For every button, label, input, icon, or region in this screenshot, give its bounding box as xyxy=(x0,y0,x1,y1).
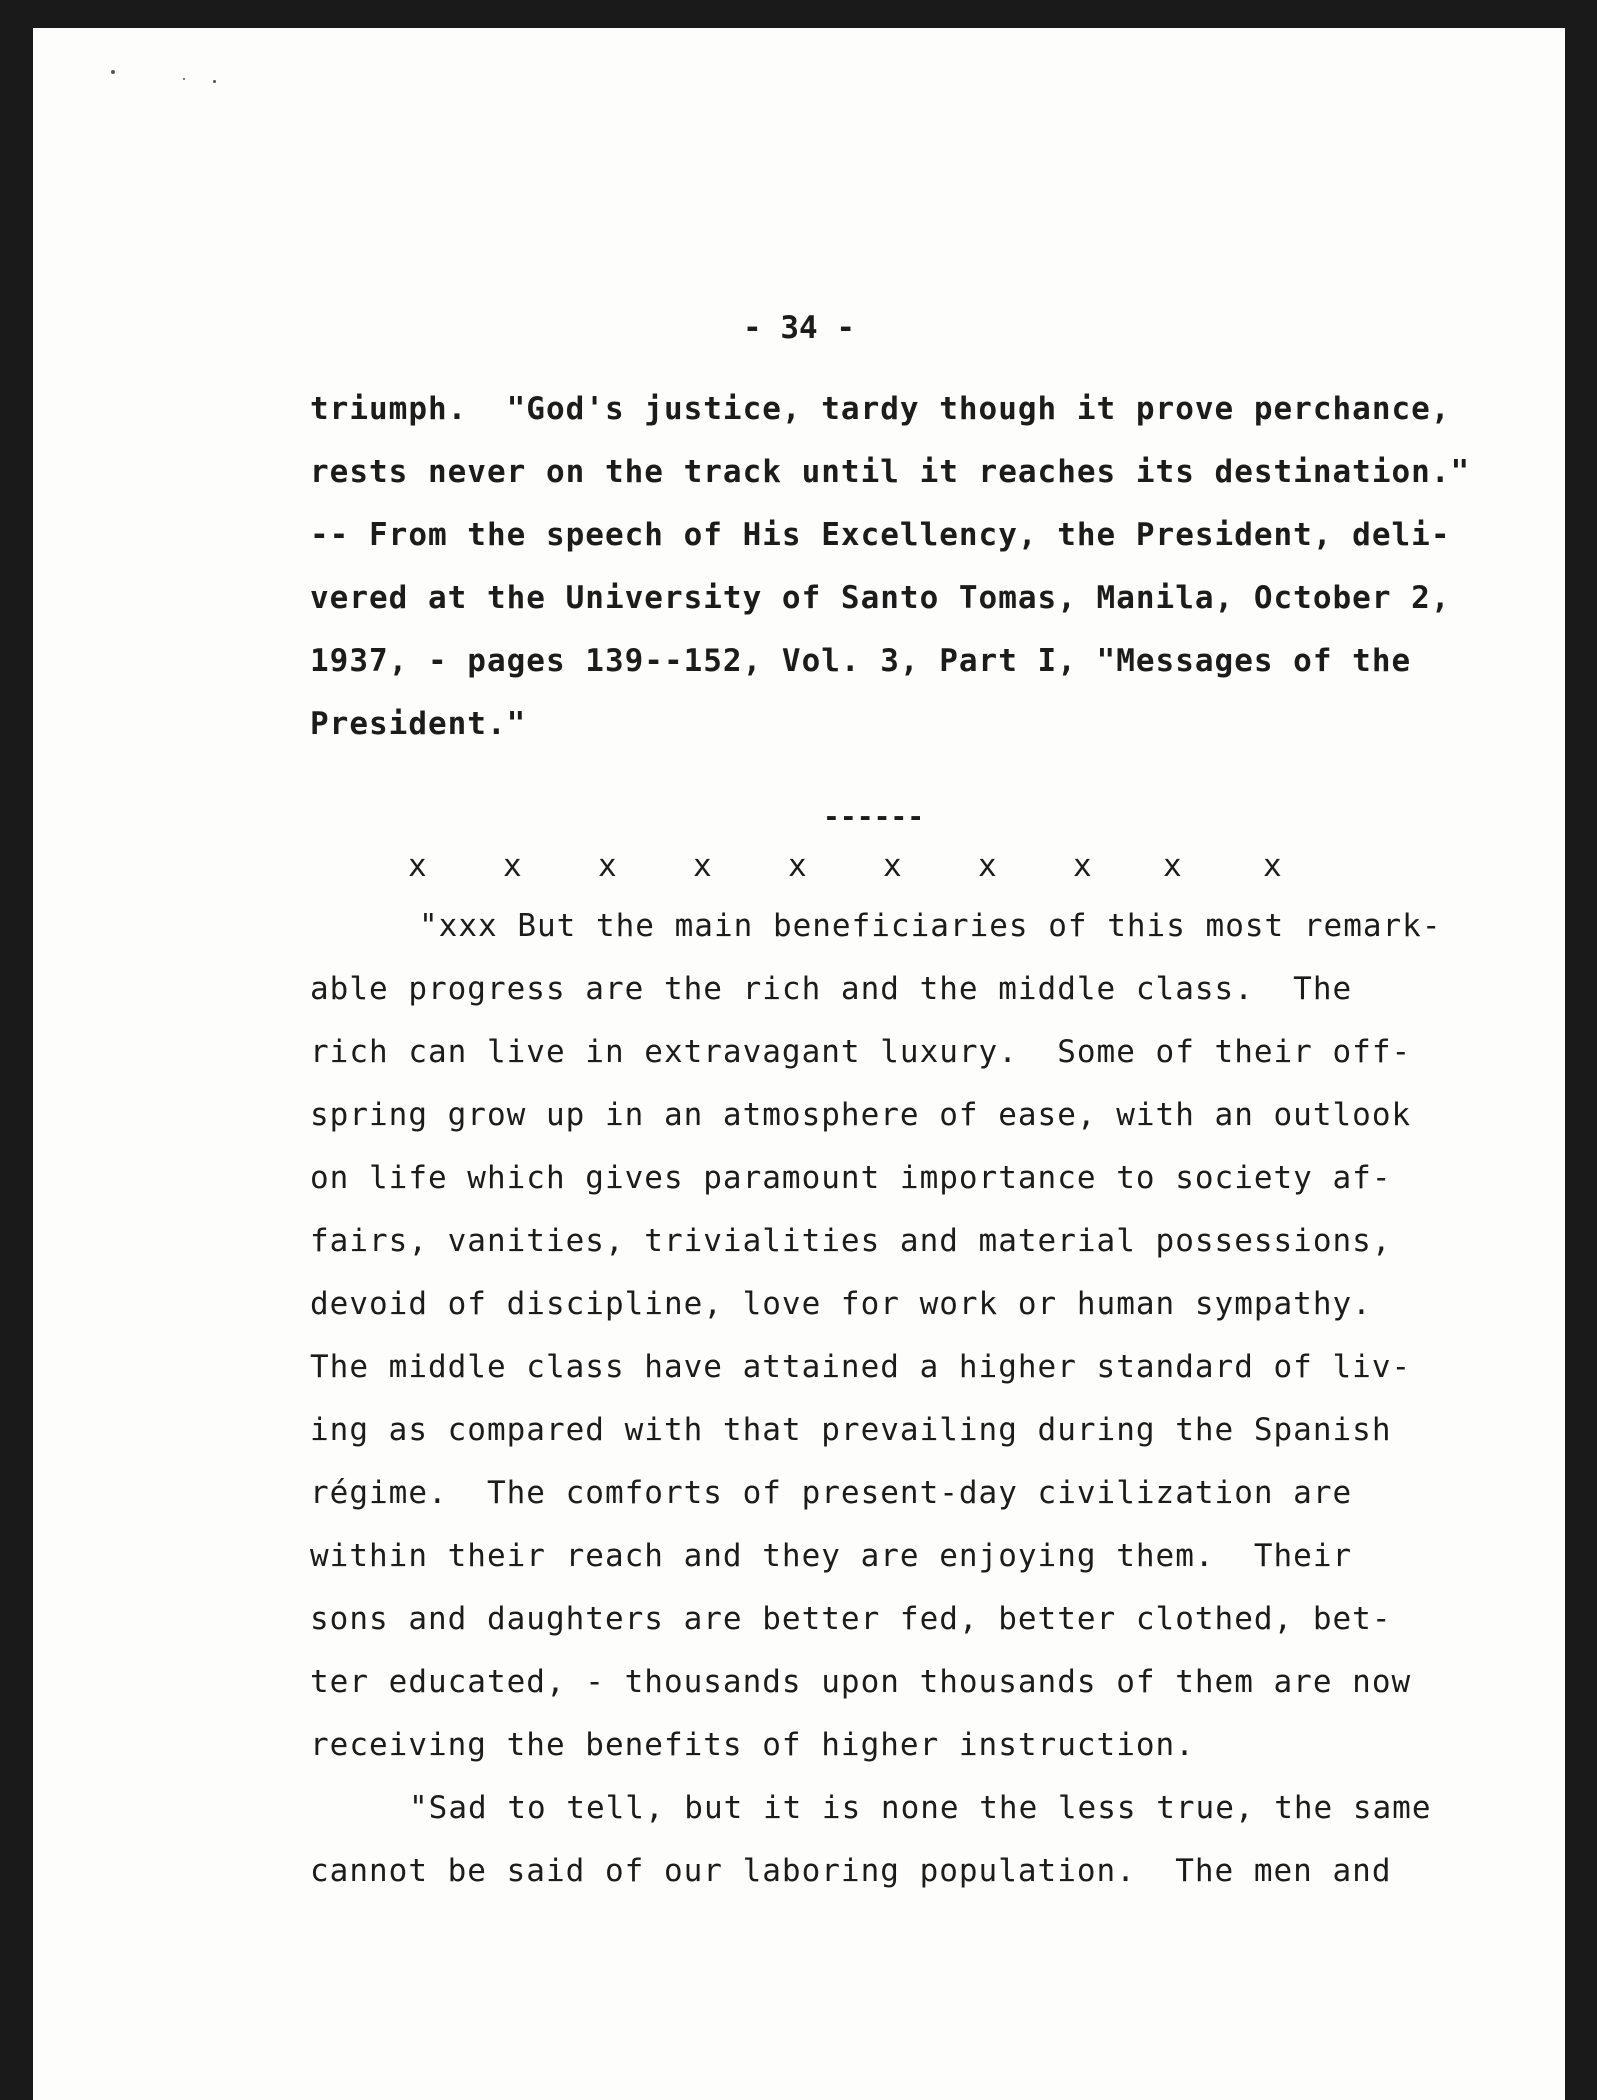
quote-line: rests never on the track until it reaches its destination." xyxy=(310,454,1471,490)
page-number: - 34 - xyxy=(743,310,855,346)
body-line: "Sad to tell, but it is none the less true, the same xyxy=(409,1790,1432,1826)
ellipsis-mark: x xyxy=(503,848,522,884)
body-line: régime. The comforts of present-day civilization are xyxy=(310,1475,1353,1511)
ellipsis-mark: x xyxy=(1263,848,1282,884)
body-line: rich can live in extravagant luxury. Some of their off- xyxy=(310,1034,1412,1070)
body-line: "xxx But the main beneficiaries of this most remark- xyxy=(419,908,1442,944)
body-line: ter educated, - thousands upon thousands of them are now xyxy=(310,1664,1412,1700)
section-divider: ------ xyxy=(823,800,925,833)
body-line: spring grow up in an atmosphere of ease, with an outlook xyxy=(310,1097,1412,1133)
ellipsis-mark: x xyxy=(788,848,807,884)
body-line: The middle class have attained a higher standard of liv- xyxy=(310,1349,1412,1385)
body-line: on life which gives paramount importance to society af- xyxy=(310,1160,1392,1196)
quote-line: triumph. "God's justice, tardy though it prove perchance, xyxy=(310,391,1451,427)
body-line: devoid of discipline, love for work or human sympathy. xyxy=(310,1286,1372,1322)
body-line: fairs, vanities, trivialities and material possessions, xyxy=(310,1223,1392,1259)
scan-speck xyxy=(183,78,185,80)
ellipsis-mark: x xyxy=(408,848,427,884)
body-line: within their reach and they are enjoying them. Their xyxy=(310,1538,1353,1574)
body-line: ing as compared with that prevailing during the Spanish xyxy=(310,1412,1392,1448)
ellipsis-mark: x xyxy=(978,848,997,884)
ellipsis-marks-row xyxy=(33,848,1565,888)
ellipsis-mark: x xyxy=(883,848,902,884)
body-line: able progress are the rich and the middle class. The xyxy=(310,971,1353,1007)
ellipsis-mark: x xyxy=(598,848,617,884)
quote-line: President." xyxy=(310,706,527,742)
quote-line: vered at the University of Santo Tomas, Manila, October 2, xyxy=(310,580,1451,616)
quote-line: -- From the speech of His Excellency, the President, deli- xyxy=(310,517,1451,553)
ellipsis-mark: x xyxy=(1073,848,1092,884)
document-page xyxy=(33,28,1565,2100)
body-line: sons and daughters are better fed, better clothed, bet- xyxy=(310,1601,1392,1637)
scan-speck xyxy=(111,70,115,74)
scan-speck xyxy=(213,80,216,83)
ellipsis-mark: x xyxy=(693,848,712,884)
body-line: cannot be said of our laboring population. The men and xyxy=(310,1853,1392,1889)
quote-line: 1937, - pages 139--152, Vol. 3, Part I, "Messages of the xyxy=(310,643,1412,679)
ellipsis-mark: x xyxy=(1163,848,1182,884)
body-line: receiving the benefits of higher instruction. xyxy=(310,1727,1195,1763)
